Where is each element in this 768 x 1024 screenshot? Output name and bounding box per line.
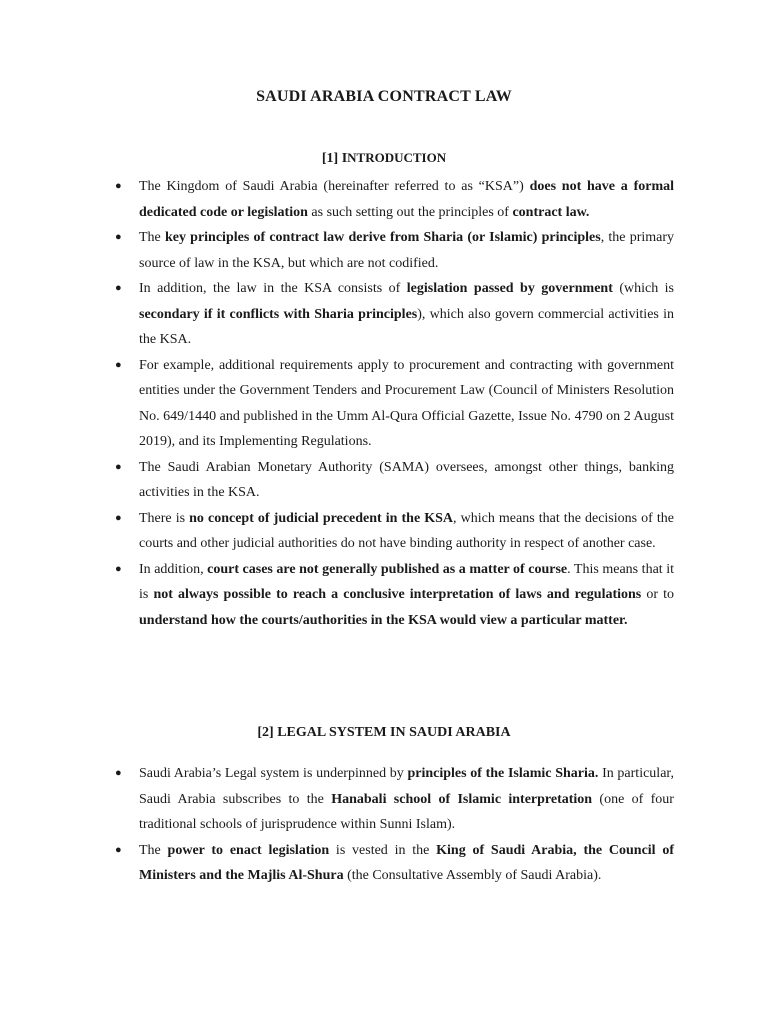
bold-text-segment: power to enact legislation (167, 842, 330, 858)
text-segment: In particular, Saudi Arabia subscribes to the (139, 766, 675, 807)
document-title: SAUDI ARABIA CONTRACT LAW (256, 88, 512, 105)
list-item (115, 761, 675, 838)
text-segment: , the primary source of law in the KSA, but which are not codified. (139, 230, 675, 271)
bullet-icon: ● (115, 282, 122, 294)
text-segment: The (139, 842, 168, 858)
text-segment: Saudi Arabia’s Legal system is underpinned by (139, 766, 408, 781)
bold-text-segment: contract law. (512, 204, 590, 220)
section-heading-rest: NTRODUCTION (347, 150, 447, 165)
bullet-icon: ● (115, 180, 122, 192)
text-segment: The Kingdom of Saudi Arabia (hereinafter referred to as “KSA”) (139, 179, 530, 194)
text-segment: (which is (612, 281, 675, 296)
bullet-icon: ● (115, 843, 122, 856)
bold-text-segment: King of Saudi Arabia, the Council of Ministers and the Majlis Al-Shura (139, 842, 675, 883)
bullet-icon: ● (115, 767, 122, 779)
text-segment: is vested in the (329, 842, 437, 858)
text-segment: . This means that it is (139, 561, 674, 602)
bold-text-segment: does not have a formal dedicated code or legislation (139, 179, 675, 220)
section-heading-initial: I (341, 151, 348, 166)
bold-text-segment: key principles of contract law derive from Sharia (or Islamic) principles (164, 230, 601, 245)
list-item (115, 276, 675, 353)
bullet-icon: ● (115, 358, 122, 371)
bold-text-segment: not always possible to reach a conclusive interpretation of laws and regulations (153, 587, 642, 602)
list-item (115, 353, 674, 455)
bullet-icon: ● (115, 511, 122, 524)
list-item (115, 557, 675, 634)
section-heading-legal-system: [2] LEGAL SYSTEM IN SAUDI ARABIA (257, 725, 511, 740)
text-segment: (one of four traditional schools of jurisprudence within Sunni Islam). (139, 791, 674, 832)
bold-text-segment: principles of the Islamic Sharia. (407, 766, 599, 781)
section-heading-introduction (0, 150, 768, 167)
list-item (115, 174, 675, 225)
bold-text-segment: understand how the courts/authorities in the KSA would view a particular matter. (139, 612, 628, 628)
text-segment: , which means that the decisions of the courts and other judicial authorities do not have binding authority in respect of another case. (139, 510, 674, 551)
list-item (115, 506, 674, 557)
section-number: [1] (321, 151, 342, 166)
introduction-bullet-list (0, 174, 768, 633)
text-segment: as such setting out the principles of (307, 204, 513, 220)
bold-text-segment: no concept of judicial precedent in the KSA (189, 510, 454, 526)
bullet-icon: ● (115, 231, 122, 243)
text-segment: ), which also govern commercial activities in the KSA. (139, 306, 674, 347)
text-segment: The Saudi Arabian Monetary Authority (SAMA) oversees, amongst other things, banking activities in the KSA. (139, 459, 674, 500)
text-segment: In addition, (139, 561, 208, 577)
text-segment: There is (139, 510, 190, 526)
text-segment: The (139, 230, 165, 245)
text-segment: or to (641, 587, 675, 602)
list-item (115, 225, 675, 276)
bold-text-segment: court cases are not generally published as a matter of course (207, 561, 568, 577)
bullet-icon: ● (115, 460, 122, 473)
list-item (115, 455, 674, 506)
bullet-icon: ● (115, 562, 122, 575)
bold-text-segment: legislation passed by government (406, 281, 613, 296)
text-segment: In addition, the law in the KSA consists of (139, 281, 407, 296)
legal-system-bullet-list (0, 761, 768, 889)
list-item (115, 838, 675, 889)
text-segment: (the Consultative Assembly of Saudi Arabia). (343, 868, 602, 883)
bold-text-segment: secondary if it conflicts with Sharia principles (139, 306, 418, 322)
bold-text-segment: Hanabali school of Islamic interpretation (331, 791, 593, 807)
text-segment: For example, additional requirements apply to procurement and contracting with government entities under the Government Tenders and Procurement Law (Council of Ministers Resolution No. 649/1440 and published in the Umm Al-Qura Official Gazette, Issue No. 4790 on 2 August 2019), and its Implementing Regulations. (139, 357, 674, 449)
